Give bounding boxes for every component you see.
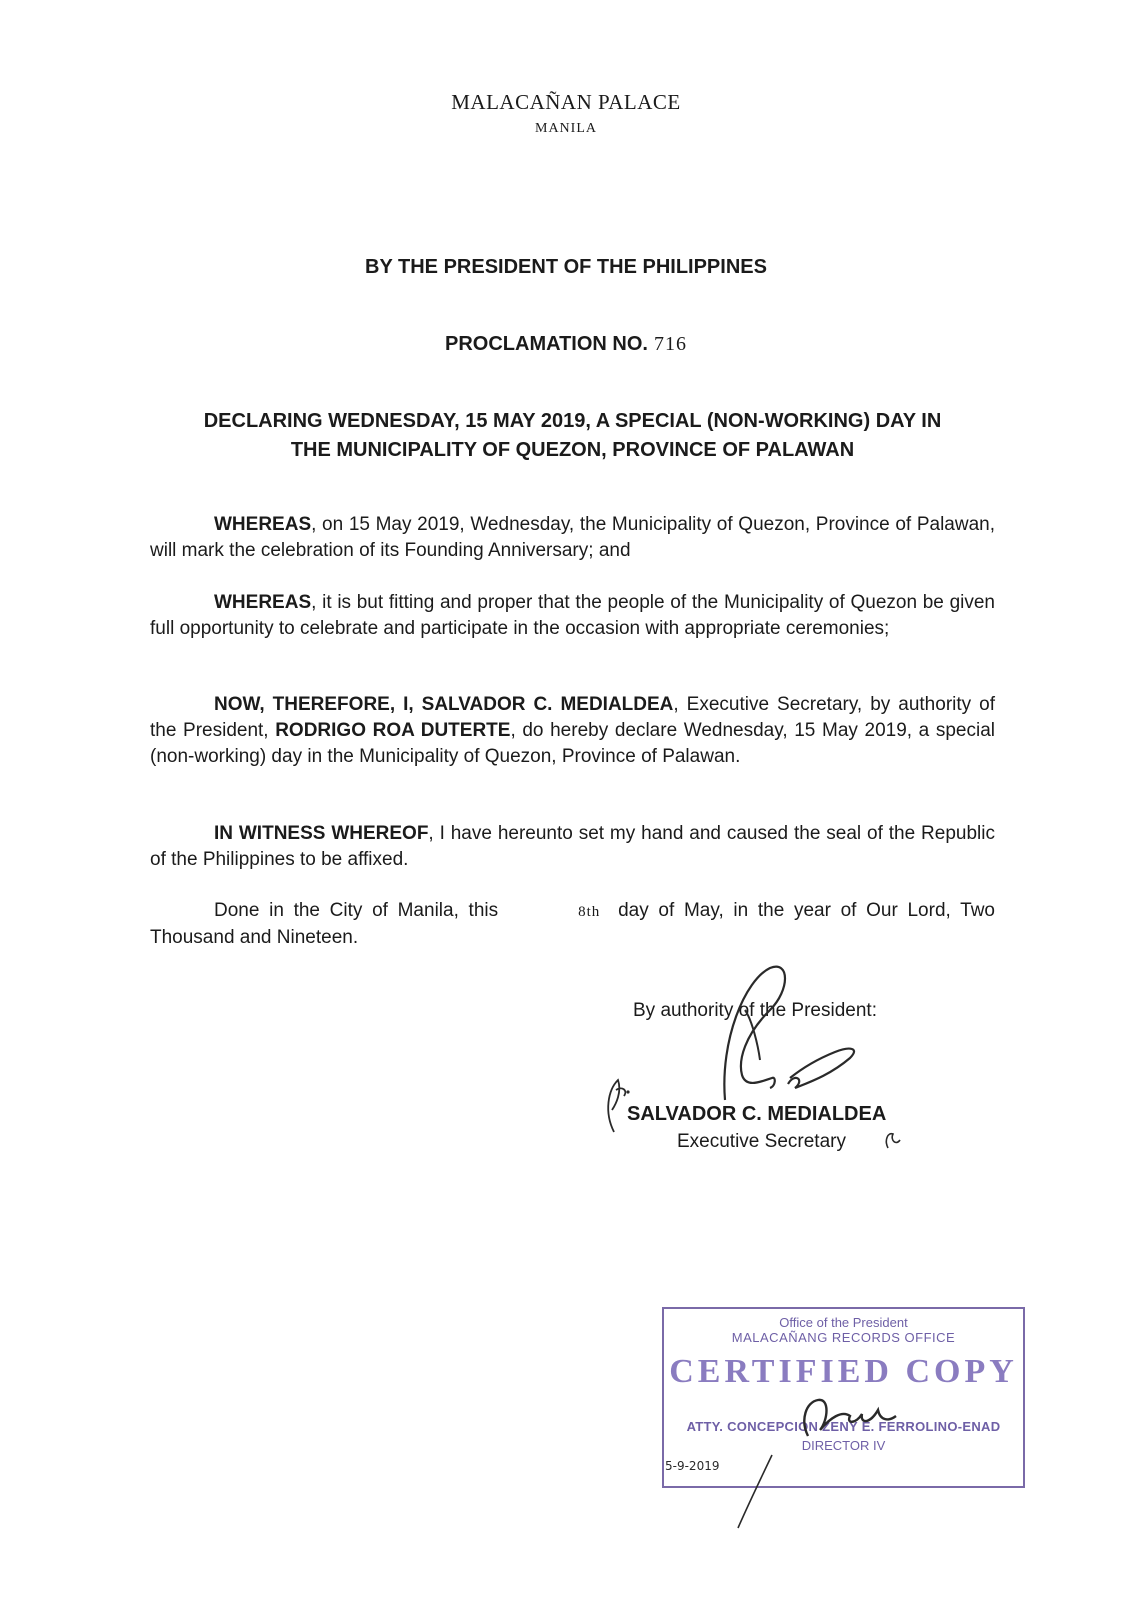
stamp-records-office: MALACAÑANG RECORDS OFFICE — [731, 1330, 956, 1345]
proclamation-title — [150, 407, 995, 465]
for-initial-stroke — [608, 1080, 625, 1132]
day-fill: 8th — [578, 904, 601, 920]
stamp-handwritten-date: 5-9-2019 — [665, 1459, 720, 1473]
stamp-officer-name: ATTY. CONCEPCION ZENY E. FERROLINO-ENAD — [686, 1419, 1001, 1434]
p5-text-b: day of May, in the year of Our Lord, Two Thousand and Nineteen. — [150, 900, 995, 948]
for-initial-dot — [626, 1090, 629, 1093]
p1-lead: WHEREAS — [214, 514, 312, 535]
in-witness-paragraph — [150, 821, 995, 873]
whereas-paragraph-2 — [150, 590, 995, 642]
certified-copy-stamp — [662, 1307, 1025, 1488]
p3-text-a: , Executive Secretary, by authority of the President, — [150, 694, 995, 741]
signature-stroke-main — [724, 967, 785, 1100]
stamp-office: Office of the President — [779, 1315, 908, 1330]
p4-text: , I have hereunto set my hand and caused the seal of the Republic of the Philippines to be affixed. — [150, 823, 995, 870]
proclamation-number: 716 — [653, 333, 687, 355]
p3-president-name: RODRIGO ROA DUTERTE — [275, 720, 511, 741]
signer-name: SALVADOR C. MEDIALDEA — [627, 1103, 887, 1125]
p3-lead: NOW, THEREFORE, I, SALVADOR C. MEDIALDEA — [214, 694, 674, 715]
signer-position: Executive Secretary — [677, 1131, 846, 1152]
p4-lead: IN WITNESS WHEREOF — [214, 823, 429, 844]
p2-lead: WHEREAS — [214, 592, 312, 613]
title-line-2: THE MUNICIPALITY OF QUEZON, PROVINCE OF PALAWAN — [290, 439, 855, 461]
done-paragraph — [150, 898, 995, 951]
whereas-paragraph-1 — [150, 512, 995, 564]
proclamation-label: PROCLAMATION NO. — [445, 333, 648, 355]
p2-text: , it is but fitting and proper that the people of the Municipality of Quezon be given full opportunity to celebrate and participate in the occasion with appropriate ceremonies; — [150, 592, 995, 639]
stamp-certified-copy: CERTIFIED COPY — [669, 1353, 1018, 1390]
p3-text-b: , do hereby declare Wednesday, 15 May 2019, a special (non-working) day in the Municipality of Quezon, Province of Palawan. — [150, 720, 995, 767]
letterhead — [0, 90, 1132, 137]
title-line-1: DECLARING WEDNESDAY, 15 MAY 2019, A SPECIAL (NON-WORKING) DAY IN — [203, 410, 942, 432]
p1-text: , on 15 May 2019, Wednesday, the Municipality of Quezon, Province of Palawan, will mark the celebration of its Founding Anniversary; and — [150, 514, 995, 561]
right-initial-stroke — [886, 1134, 900, 1148]
p5-text-a: Done in the City of Manila, this — [214, 900, 499, 921]
letterhead-city: MANILA — [535, 121, 597, 136]
stamp-officer-title: DIRECTOR IV — [801, 1438, 886, 1453]
proclamation-heading — [0, 333, 1132, 356]
by-authority-line: By authority of the President: — [633, 1000, 877, 1021]
letterhead-title: MALACAÑAN PALACE — [451, 90, 681, 114]
now-therefore-paragraph — [150, 692, 995, 770]
by-president-heading: BY THE PRESIDENT OF THE PHILIPPINES — [365, 256, 767, 278]
signature-stroke-tail — [788, 1049, 854, 1088]
